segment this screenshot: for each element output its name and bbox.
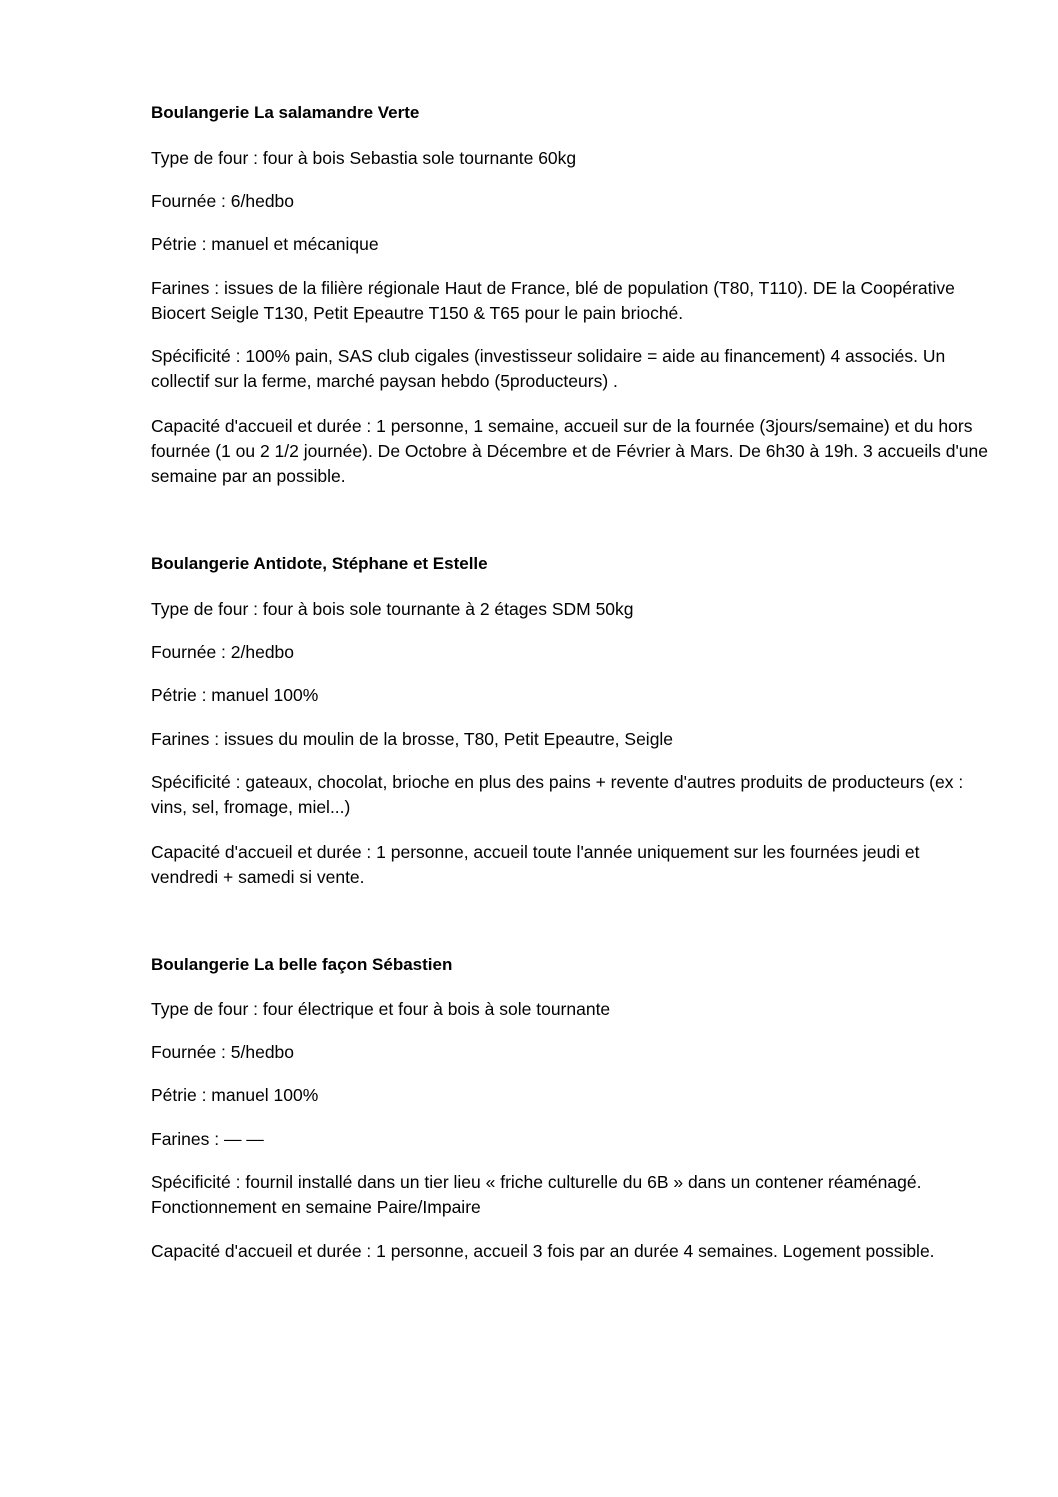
bakery-title: Boulangerie La salamandre Verte [151, 103, 420, 122]
oven-type-text: Type de four : four à bois sole tournante à 2 étages SDM 50kg [151, 599, 634, 619]
flours-text: Farines : issues du moulin de la brosse, T80, Petit Epeautre, Seigle [151, 729, 674, 749]
capacity-text: Capacité d'accueil et durée : 1 personne, accueil 3 fois par an durée 4 semaines. Logement possible. [151, 1241, 935, 1261]
bakery-title: Boulangerie La belle façon Sébastien [151, 955, 453, 974]
oven-type-text: Type de four : four électrique et four à bois à sole tournante [151, 999, 611, 1019]
batch-count-text: Fournée : 2/hedbo [151, 642, 295, 662]
flours-text: Farines : — — [151, 1129, 264, 1149]
kneading-text: Pétrie : manuel et mécanique [151, 234, 379, 254]
capacity-text: Capacité d'accueil et durée : 1 personne, 1 semaine, accueil sur de la fournée (3jours/semaine) et du hors fournée (1 ou 2 1/2 journée). De Octobre à Décembre et de Février à Mars. De 6h30 à 19h. 3 accueils d'une semaine par an possible. [151, 416, 989, 486]
flours-text: Farines : issues de la filière régionale Haut de France, blé de population (T80, T110). DE la Coopérative Biocert Seigle T130, Petit Epeautre T150 & T65 pour le pain brioché. [151, 278, 955, 323]
capacity-text: Capacité d'accueil et durée : 1 personne, accueil toute l'année uniquement sur les fournées jeudi et vendredi + samedi si vente. [151, 842, 920, 887]
batch-count-text: Fournée : 6/hedbo [151, 191, 295, 211]
kneading-text: Pétrie : manuel 100% [151, 1085, 319, 1105]
batch-count-text: Fournée : 5/hedbo [151, 1042, 295, 1062]
specificity-text: Spécificité : fournil installé dans un tier lieu « friche culturelle du 6B » dans un contener réaménagé. Fonctionnement en semaine Paire/Impaire [151, 1172, 922, 1217]
bakery-title: Boulangerie Antidote, Stéphane et Estelle [151, 554, 488, 573]
oven-type-text: Type de four : four à bois Sebastia sole tournante 60kg [151, 148, 577, 168]
specificity-text: Spécificité : gateaux, chocolat, brioche en plus des pains + revente d'autres produits de producteurs (ex : vins, sel, fromage, miel...) [151, 772, 964, 817]
kneading-text: Pétrie : manuel 100% [151, 685, 319, 705]
specificity-text: Spécificité : 100% pain, SAS club cigales (investisseur solidaire = aide au financement) 4 associés. Un collectif sur la ferme, marché paysan hebdo (5producteurs) . [151, 346, 946, 391]
